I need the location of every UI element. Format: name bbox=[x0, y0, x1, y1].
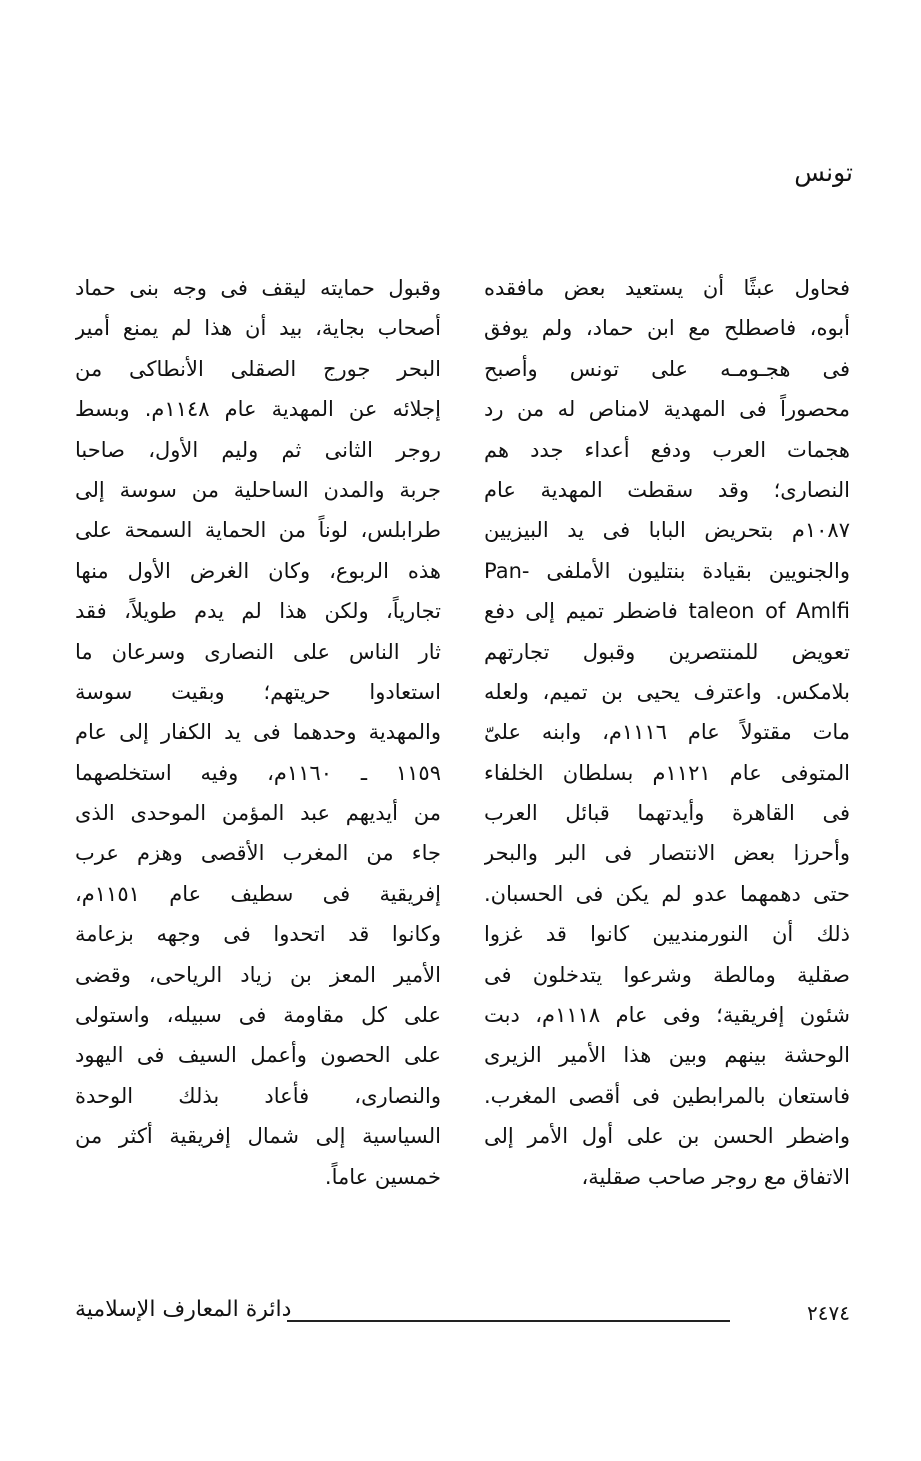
text-line: وقبول حمايته ليقف فى وجه بنى حماد bbox=[75, 276, 441, 300]
left-column bbox=[75, 268, 441, 1197]
text-line: والجنويين بقيادة بنتليون الأملفى -Pan bbox=[484, 558, 850, 583]
text-line: من أيديهم عبد المؤمن الموحدى الذى bbox=[75, 801, 441, 826]
text-line: واضطر الحسن بن على أول الأمر إلى bbox=[484, 1124, 850, 1149]
text-line: بلامكس. واعترف يحيى بن تميم، ولعله bbox=[484, 679, 850, 704]
page-footer bbox=[75, 1297, 850, 1337]
text-line: هجمات العرب ودفع أعداء جدد هم bbox=[484, 437, 850, 462]
text-line: على كل مقاومة فى سبيله، واستولى bbox=[75, 1003, 441, 1028]
text-line: ١٠٨٧م بتحريض البابا فى يد البيزيين bbox=[484, 518, 850, 543]
text-line: فحاول عبثًا أن يستعيد بعض مافقده bbox=[484, 276, 850, 300]
publication-title: دائرة المعارف الإسلامية bbox=[75, 1297, 292, 1322]
running-title: تونس bbox=[794, 158, 853, 187]
text-line: الاتفاق مع روجر صاحب صقلية، bbox=[581, 1164, 850, 1189]
text-line: خمسين عاماً. bbox=[324, 1164, 441, 1189]
text-line: وأحرزا بعض الانتصار فى البر والبحر bbox=[484, 841, 850, 866]
text-line: والمهدية وحدهما فى يد الكفار إلى عام bbox=[75, 720, 441, 745]
text-line: طرابلس، لوناً من الحماية السمحة على bbox=[75, 518, 441, 543]
footer-rule bbox=[287, 1320, 730, 1322]
text-line: الأمير المعز بن زياد الرياحى، وقضى bbox=[75, 962, 441, 987]
text-line: ١١٥٩ ـ ١١٦٠م، وفيه استخلصهما bbox=[75, 760, 441, 785]
text-line: أبوه، فاصطلح مع ابن حماد، ولم يوفق bbox=[484, 316, 850, 341]
text-line: صقلية ومالطة وشرعوا يتدخلون فى bbox=[484, 962, 850, 987]
text-line: إجلائه عن المهدية عام ١١٤٨م. وبسط bbox=[75, 397, 441, 422]
text-line: والنصارى، فأعاد بذلك الوحدة bbox=[75, 1083, 441, 1108]
text-line: محصوراً فى المهدية لامناص له من رد bbox=[484, 397, 850, 422]
text-line: النصارى؛ وقد سقطت المهدية عام bbox=[484, 477, 850, 502]
text-line: استعادوا حريتهم؛ وبقيت سوسة bbox=[75, 679, 441, 704]
text-line: جاء من المغرب الأقصى وهزم عرب bbox=[75, 841, 441, 866]
text-line: ثار الناس على النصارى وسرعان ما bbox=[75, 639, 441, 664]
text-line: جربة والمدن الساحلية من سوسة إلى bbox=[75, 477, 441, 502]
right-column bbox=[484, 268, 850, 1197]
text-line: مات مقتولاً عام ١١١٦م، وابنه علىّ bbox=[484, 720, 850, 745]
text-line: فى القاهرة وأيدتهما قبائل العرب bbox=[484, 801, 850, 826]
text-line: روجر الثانى ثم وليم الأول، صاحبا bbox=[75, 437, 441, 462]
text-line: ذلك أن النورمنديين كانوا قد غزوا bbox=[484, 922, 850, 947]
text-line: المتوفى عام ١١٢١م بسلطان الخلفاء bbox=[484, 760, 850, 785]
text-line: السياسية إلى شمال إفريقية أكثر من bbox=[75, 1124, 441, 1149]
text-line: تجارياً، ولكن هذا لم يدم طويلاً، فقد bbox=[75, 599, 441, 624]
page-number: ٢٤٧٤ bbox=[807, 1301, 850, 1325]
text-line: هذه الربوع، وكان الغرض الأول منها bbox=[75, 558, 441, 583]
text-line: البحر جورج الصقلى الأنطاكى من bbox=[75, 356, 441, 381]
text-line: على الحصون وأعمل السيف فى اليهود bbox=[75, 1043, 441, 1068]
text-line: تعويض للمنتصرين وقبول تجارتهم bbox=[484, 639, 850, 664]
text-line: شئون إفريقية؛ وفى عام ١١١٨م، دبت bbox=[484, 1003, 850, 1028]
text-line: فاستعان بالمرابطين فى أقصى المغرب. bbox=[484, 1083, 850, 1108]
text-line: فى هجـومـه على تونس وأصبح bbox=[484, 356, 850, 381]
text-line: الوحشة بينهم وبين هذا الأمير الزيرى bbox=[484, 1043, 850, 1068]
text-line: إفريقية فى سطيف عام ١١٥١م، bbox=[75, 881, 441, 906]
text-line: حتى دهمهما عدو لم يكن فى الحسبان. bbox=[484, 881, 850, 906]
text-line: taleon of Amlfi فاضطر تميم إلى دفع bbox=[484, 599, 850, 624]
text-line: أصحاب بجاية، بيد أن هذا لم يمنع أمير bbox=[75, 316, 441, 341]
text-line: وكانوا قد اتحدوا فى وجهه بزعامة bbox=[75, 922, 441, 947]
